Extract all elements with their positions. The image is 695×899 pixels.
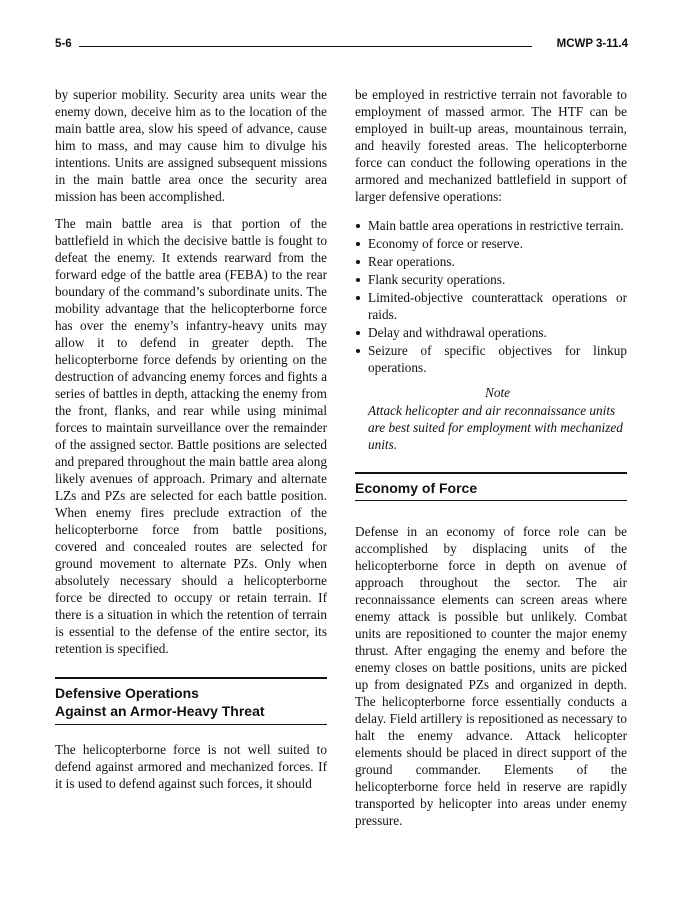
note-title: Note [484,385,511,400]
armor-threat-paragraph: The helicopterborne force is not well suited to defend against armored and mechanized forces. If it is used to defend against such forces, it should [55,742,327,791]
list-item: Economy of force or reserve. [355,235,627,252]
list-item: Main battle area operations in restrictive terrain. [355,217,627,234]
left-column [55,86,327,802]
intro-paragraph: by superior mobility. Security area units wear the enemy down, deceive him as to the location of the main battle area, slow his speed of advance, cause him to mass, and may cause him to divulge his intentions. Units are assigned subsequent missions in the main battle area once the security area mission has been accomplished. [55,87,327,204]
note-box [368,384,627,453]
economy-heading-text: Economy of Force [355,480,478,496]
list-item: Limited-objective counterattack operations or raids. [355,289,627,323]
list-item: Seizure of specific objectives for linkup operations. [355,342,627,376]
right-column [355,86,627,839]
main-battle-area-paragraph: The main battle area is that portion of the battlefield in which the decisive battle is fought to defeat the enemy. It extends rearward from the forward edge of the battle area (FEBA) to the rear boundary of the command’s subordinate units. The mobility advantage that the helicopterborne force has over the enemy’s infantry-heavy units may allow it to defend in greater depth. The helicopterborne force defends by orienting on the destruction of advancing enemy forces and fights a series of battles in depth, attacking the enemy from the front, flanks, and rear while using minimal forces to maintain surveillance over the remainder of the assigned sector. Battle positions are selected and prepared throughout the main battle area along likely avenues of approach. Primary and alternate LZs and PZs are selected for each battle position. When enemy fires preclude extraction of the helicopterborne force from battle positions, covered and concealed routes are selected for ground movement to alternate PZs. Only when absolutely necessary should a helicopterborne force be directed to occupy or retain terrain. If there is a situation in which the retention of terrain is essential to the defense of the entire sector, its retention is specified. [55,216,327,656]
section-heading-armor-threat [55,677,327,725]
economy-paragraph: Defense in an economy of force role can be accomplished by displacing units of the helicopterborne force in depth on avenue of approach throughout the sector. The air reconnaissance elements can screen areas where enemy attack is possible but unlikely. Combat units are repositioned to counter the major enemy thrust. After engaging the enemy and before the enemy closes on battle positions, units are picked up from designated PZs and organized in depth. The helicopterborne force essentially conducts a delay. Field artillery is repositioned as necessary to halt the enemy advance. Attack helicopter elements should be placed in direct support of the ground commander. Elements of the helicopterborne force held in reserve are rapidly transported by helicopter into areas under enemy pressure. [355,524,627,828]
section-heading-line-1: Defensive Operations [55,685,199,701]
section-heading-line-2: Against an Armor-Heavy Threat [55,703,265,719]
list-item: Rear operations. [355,253,627,270]
page-header [55,38,628,54]
header-rule [79,46,532,47]
list-item: Delay and withdrawal operations. [355,324,627,341]
page-number: 5-6 [55,38,72,50]
note-text: Attack helicopter and air reconnaissance units are best suited for employment with mechanized units. [368,403,623,452]
list-item: Flank security operations. [355,271,627,288]
publication-id: MCWP 3-11.4 [556,38,628,50]
operations-list [355,217,627,376]
section-heading-economy-of-force [355,472,627,501]
continuation-paragraph: be employed in restrictive terrain not favorable to employment of massed armor. The HTF can be employed in built-up areas, mountainous terrain, and heavily forested areas. The helicopterborne force can conduct the following operations in the armored and mechanized battlefield in support of larger defensive operations: [355,87,627,204]
